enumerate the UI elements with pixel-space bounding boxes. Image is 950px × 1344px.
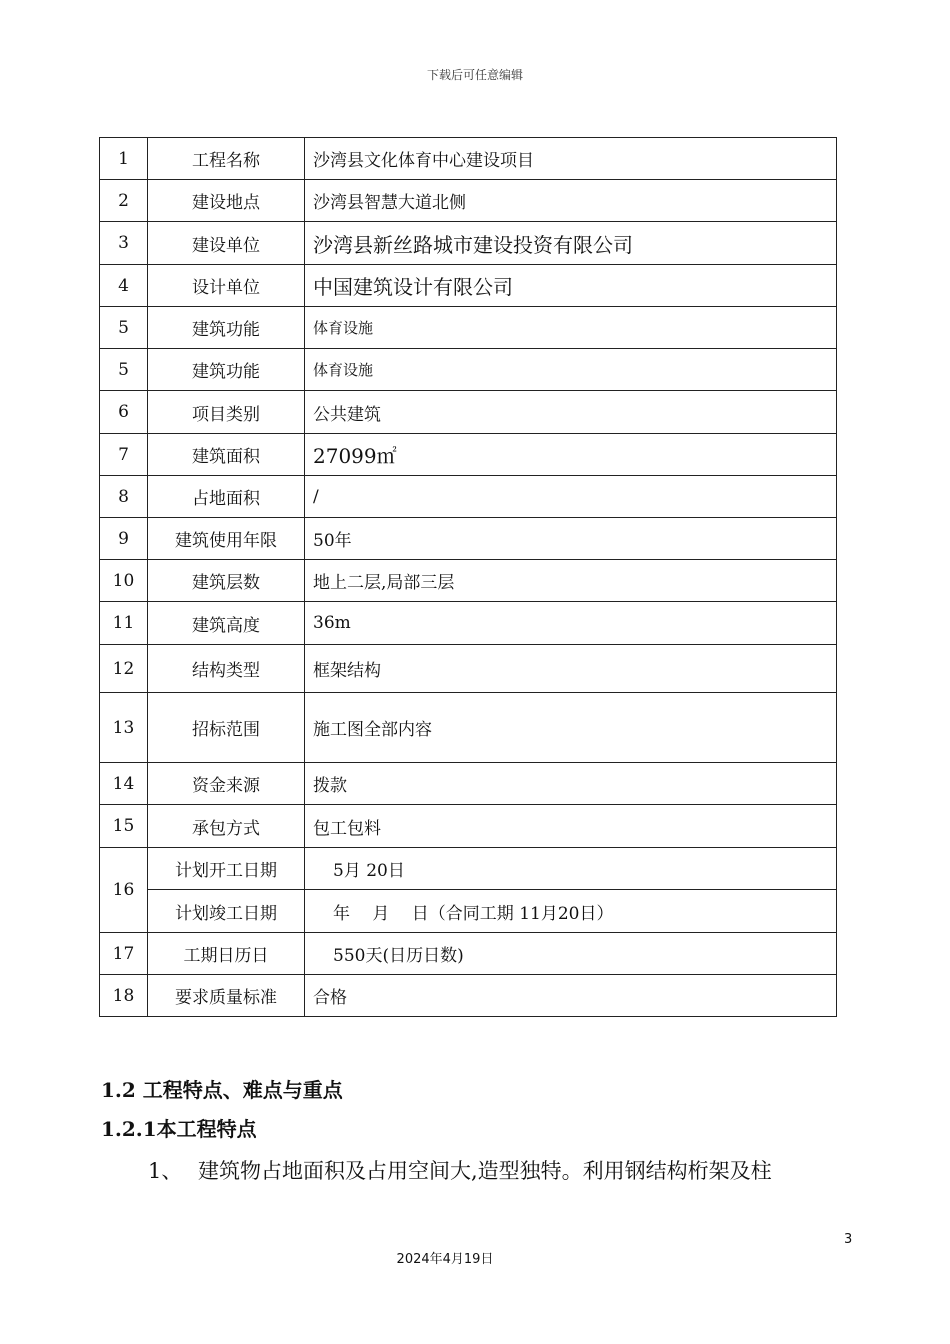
row-label: 建设单位 [148,222,305,265]
row-value: 地上二层,局部三层 [305,560,837,602]
table-row [100,560,837,602]
paragraph-text: 建筑物占地面积及占用空间大,造型独特。利用钢结构桁架及柱 [198,1159,772,1183]
row-label: 工程名称 [148,138,305,180]
row-label: 建筑使用年限 [148,518,305,560]
row-number: 2 [100,180,148,222]
row-number: 11 [100,602,148,645]
page-number: 3 [844,1232,853,1247]
row-number: 5 [100,307,148,349]
row-label: 设计单位 [148,265,305,307]
subsection-heading: 1.2.1本工程特点 [101,1117,257,1141]
row-label: 建设地点 [148,180,305,222]
table-row [100,434,837,476]
row-value: 沙湾县智慧大道北侧 [305,180,837,222]
row-number: 16 [100,848,148,933]
row-value: 公共建筑 [305,391,837,434]
row-number: 5 [100,349,148,391]
row-number: 3 [100,222,148,265]
section-heading: 1.2 工程特点、难点与重点 [101,1078,343,1102]
row-label: 工期日历日 [148,933,305,975]
row-value: 体育设施 [305,349,837,391]
row-value: 拨款 [305,763,837,805]
row-number: 7 [100,434,148,476]
table-row [100,848,837,890]
row-number: 9 [100,518,148,560]
row-label: 要求质量标准 [148,975,305,1017]
row-label: 占地面积 [148,476,305,518]
row-value: 框架结构 [305,645,837,693]
row-value: 合格 [305,975,837,1017]
table-row [100,645,837,693]
table-row [100,602,837,645]
row-value: 550天(日历日数) [305,933,837,975]
table-row [100,933,837,975]
table-row [100,763,837,805]
row-number: 15 [100,805,148,848]
row-label: 承包方式 [148,805,305,848]
row-label: 计划开工日期 [148,848,305,890]
row-value: 体育设施 [305,307,837,349]
table-row [100,518,837,560]
table-row [100,180,837,222]
row-value: 27099㎡ [305,434,837,476]
project-info-table [99,137,837,1017]
table-row [100,975,837,1017]
row-label: 资金来源 [148,763,305,805]
row-number: 4 [100,265,148,307]
row-label: 建筑层数 [148,560,305,602]
table-row [100,307,837,349]
page-header: 下载后可任意编辑 [426,68,523,82]
row-number: 17 [100,933,148,975]
row-label: 建筑功能 [148,307,305,349]
table-row [100,890,837,933]
row-number: 13 [100,693,148,763]
row-number: 18 [100,975,148,1017]
table-row [100,476,837,518]
row-number: 1 [100,138,148,180]
row-value: 50年 [305,518,837,560]
table-row [100,693,837,763]
row-value: 沙湾县文化体育中心建设项目 [305,138,837,180]
page-footer-date: 2024年4月19日 [396,1252,494,1267]
row-label: 建筑高度 [148,602,305,645]
table-row [100,805,837,848]
row-label: 项目类别 [148,391,305,434]
row-value: 年 月 日（合同工期 11月20日） [305,890,837,933]
row-label: 建筑功能 [148,349,305,391]
row-value: 36m [305,602,837,645]
row-number: 12 [100,645,148,693]
table-row [100,265,837,307]
row-value: 沙湾县新丝路城市建设投资有限公司 [305,222,837,265]
row-value: / [305,476,837,518]
list-marker: 1、 [148,1159,183,1183]
row-value: 5月 20日 [305,848,837,890]
table-row [100,222,837,265]
row-label: 招标范围 [148,693,305,763]
table-row [100,391,837,434]
row-label: 结构类型 [148,645,305,693]
row-label: 建筑面积 [148,434,305,476]
row-number: 10 [100,560,148,602]
row-label: 计划竣工日期 [148,890,305,933]
row-number: 8 [100,476,148,518]
row-value: 包工包料 [305,805,837,848]
body-paragraph [148,1155,868,1185]
row-value: 中国建筑设计有限公司 [305,265,837,307]
table-row [100,349,837,391]
row-value: 施工图全部内容 [305,693,837,763]
table-row [100,138,837,180]
row-number: 6 [100,391,148,434]
row-number: 14 [100,763,148,805]
